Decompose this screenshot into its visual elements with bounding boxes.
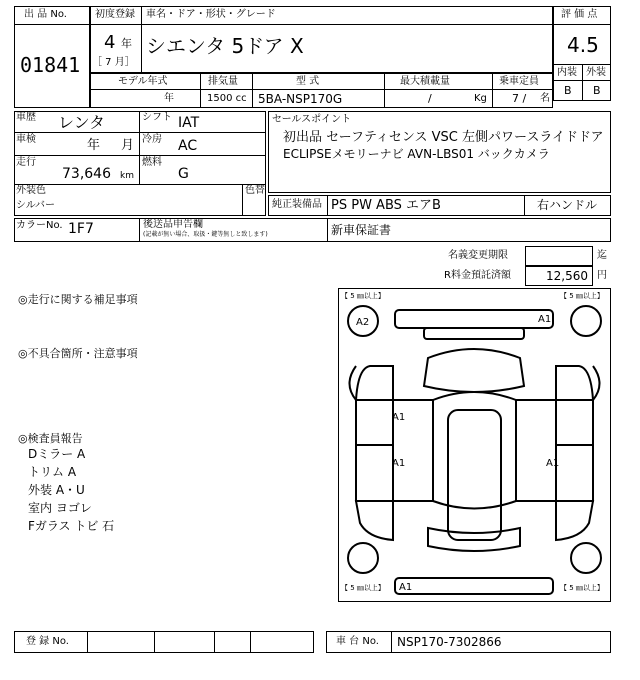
shift-value: IAT [178, 115, 200, 131]
mileage-label: 走行 [16, 157, 36, 168]
lot-number-label: 出 品 No. [24, 9, 67, 20]
color-label: 外装色 [16, 185, 46, 196]
capacity-unit: 名 [540, 93, 550, 104]
color-no-label: カラーNo. [16, 220, 63, 231]
ac-label: 冷房 [142, 134, 162, 145]
name-change-label: 名義変更期限 [448, 250, 508, 261]
post-report-note: (記載が無い場合、取扱・鍵等無しと致します) [143, 231, 268, 238]
recycle-fee-label: R料金預託済額 [444, 270, 511, 281]
inspector-line: Fガラス トビ 石 [28, 519, 115, 533]
equipment-value: PS PW ABS エアB [331, 198, 441, 213]
model-year-label: モデル年式 [118, 76, 168, 87]
exterior-grade: B [593, 84, 601, 97]
damage-mark-left-rear-door: A1 [392, 458, 406, 469]
post-report-label: 後送品申告欄 [143, 219, 203, 230]
color-no-box [14, 218, 611, 242]
color-value: シルバー [16, 200, 56, 211]
score-label: 評 価 点 [561, 9, 598, 20]
tread-depth-br: 【 5 ㎜以上】 [560, 584, 604, 592]
damage-mark-rear-bumper: A1 [399, 582, 413, 593]
registration-year-unit: 年 [121, 37, 132, 50]
ac-value: AC [178, 138, 198, 154]
displacement-label: 排気量 [208, 76, 238, 87]
inspector-line: Dミラー A [28, 447, 86, 461]
inspector-line: 外装 A・U [28, 483, 85, 497]
sales-point-label: セールスポイント [272, 114, 352, 125]
car-damage-diagram [338, 288, 611, 602]
inspection-month: 月 [121, 138, 135, 153]
shift-label: シフト [142, 112, 172, 123]
mileage-value: 73,646 [62, 166, 111, 182]
equipment-label: 純正装備品 [272, 199, 322, 210]
car-name: シエンタ 5ドア X [146, 34, 304, 58]
inspection-year: 年 [87, 138, 101, 153]
damage-mark-front-tire: A2 [356, 317, 370, 328]
capacity-value: 7 / [512, 92, 527, 105]
color-no-value: 1F7 [68, 221, 94, 237]
score-value: 4.5 [567, 33, 599, 57]
damage-mark-front-bumper: A1 [538, 314, 552, 325]
chassis-no-label: 車 台 No. [336, 636, 379, 647]
max-load-value: / [428, 92, 432, 105]
history-value: レンタ [58, 113, 105, 132]
recycle-fee-unit: 円 [597, 270, 607, 281]
damage-mark-right-rear-door: A1 [546, 458, 560, 469]
name-change-unit: 迄 [597, 250, 607, 261]
model-code-label: 型 式 [296, 76, 320, 87]
tread-depth-tl: 【 5 ㎜以上】 [341, 292, 385, 300]
inspector-line: トリム A [28, 465, 77, 479]
capacity-label: 乗車定員 [499, 76, 539, 87]
inspection-label: 車検 [16, 134, 36, 145]
color-change-label: 色替 [245, 185, 265, 196]
fuel-label: 燃料 [142, 157, 162, 168]
chassis-no-value: NSP170-7302866 [397, 635, 502, 649]
load-unit: Kg [474, 93, 487, 104]
post-report-value: 新車保証書 [331, 223, 392, 237]
registration-month: ［ 7 月］ [92, 57, 135, 68]
model-header-label: 車名・ドア・形状・グレード [146, 9, 276, 20]
lot-number: 01841 [20, 53, 81, 77]
registration-no-label: 登 録 No. [26, 636, 69, 647]
tread-depth-bl: 【 5 ㎜以上】 [341, 584, 385, 592]
recycle-fee-value: 12,560 [546, 269, 588, 283]
first-registration-label: 初度登録 [95, 9, 135, 20]
history-label: 車歴 [16, 112, 36, 123]
inspector-line: 室内 ヨゴレ [28, 501, 92, 515]
steering-handle: 右ハンドル [537, 198, 598, 212]
name-change-box [525, 246, 593, 266]
damage-mark-left-front-door: A1 [392, 412, 406, 423]
inspector-report-title: ◎検査員報告 [18, 432, 83, 445]
defects-notes-title: ◎不具合箇所・注意事項 [18, 347, 138, 360]
model-code-value: 5BA-NSP170G [258, 92, 343, 106]
model-year-unit: 年 [164, 93, 174, 104]
mileage-unit: km [120, 171, 134, 181]
exterior-label: 外装 [586, 67, 606, 78]
max-load-label: 最大積載量 [400, 76, 450, 87]
sales-point-line1: 初出品 セーフティセンス VSC 左側パワースライドドア [283, 130, 604, 145]
fuel-value: G [178, 166, 189, 182]
driving-notes-title: ◎走行に関する補足事項 [18, 293, 138, 306]
sales-point-line2: ECLIPSEメモリーナビ AVN-LBS01 バックカメラ [283, 147, 550, 161]
tread-depth-tr: 【 5 ㎜以上】 [560, 292, 604, 300]
interior-grade: B [564, 84, 572, 97]
registration-year: 4 [104, 32, 116, 53]
displacement-value: 1500 cc [207, 93, 247, 104]
interior-label: 内装 [557, 67, 577, 78]
